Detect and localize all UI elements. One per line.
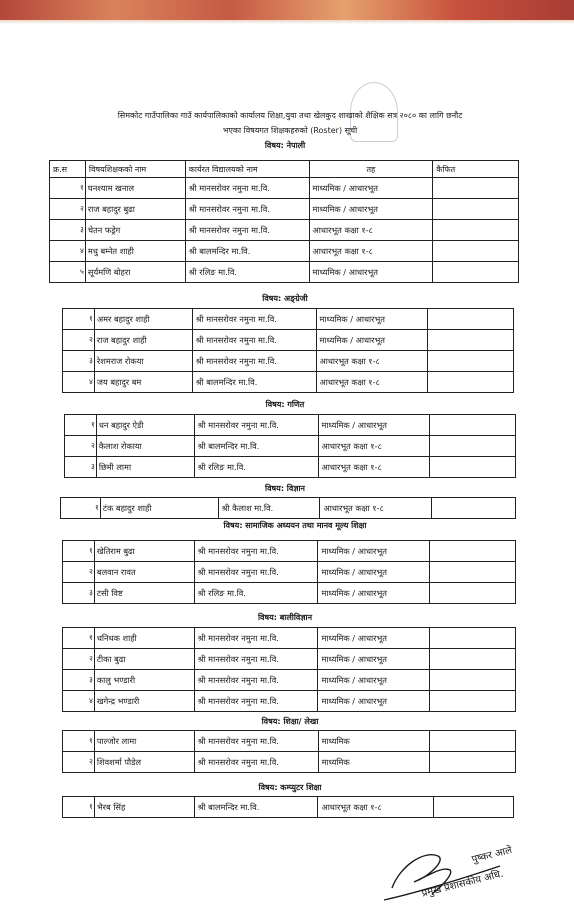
serial-number-cell: ३ [63, 583, 95, 604]
school-name-cell: श्री मानसरोवर नमुना मा.वि. [194, 691, 318, 712]
level-cell: माध्यमिक / आधारभूत [318, 670, 430, 691]
remarks-cell [433, 241, 519, 262]
subject-title-agriculture: विषय: बालीविज्ञान [257, 613, 313, 622]
roster-table-computer [62, 796, 514, 818]
teacher-name-cell: खेतिराम बुढा [94, 541, 194, 562]
subject-title-computer: विषय: कम्प्युटर शिक्षा [258, 783, 322, 792]
level-cell: माध्यमिक / आधारभूत [316, 309, 428, 330]
teacher-name-cell: मधु बम्नेत शाही [85, 241, 185, 262]
teacher-name-cell: टसी विष्ट [94, 583, 194, 604]
table-row [63, 309, 514, 330]
table-row [63, 752, 516, 773]
level-cell: आधारभूत कक्षा १-८ [318, 797, 434, 818]
table-header-row [50, 161, 519, 178]
serial-number-cell: ३ [65, 457, 97, 478]
teacher-name-cell: टंक बहादुर शाही [100, 498, 218, 519]
table-row [63, 351, 514, 372]
serial-number-cell: २ [63, 330, 95, 351]
remarks-cell [428, 309, 514, 330]
level-cell: माध्यमिक / आधारभूत [318, 583, 430, 604]
school-name-cell: श्री मानसरोवर नमुना मा.वि. [194, 670, 318, 691]
teacher-name-cell: सूर्यमणि बोहरा [85, 262, 185, 283]
school-name-cell: श्री रलिङ मा.वि. [194, 583, 318, 604]
table-row [63, 562, 516, 583]
table-row [65, 436, 516, 457]
level-cell: माध्यमिक / आधारभूत [316, 330, 428, 351]
teacher-name-cell: भैरब सिंह [94, 797, 194, 818]
level-cell: माध्यमिक / आधारभूत [318, 628, 430, 649]
table-row [63, 541, 516, 562]
subject-title-education-accounts: विषय: शिक्षा/ लेखा [261, 717, 319, 726]
school-name-cell: श्री मानसरोवर नमुना मा.वि. [194, 731, 318, 752]
table-row [50, 178, 519, 199]
subject-title-social-studies: विषय: सामाजिक अध्ययन तथा मानव मूल्य शिक्षा [223, 521, 367, 530]
header-line-1: सिमकोट गाउँपालिका गाउँ कार्यपालिकाको कार्यालय शिक्षा,युवा तथा खेलकुद शाखाको शैक्षिक सत्र २०८० का लागि छनौट [117, 111, 463, 120]
teacher-name-cell: टीका बुढा [94, 649, 194, 670]
teacher-name-cell: पाल्जोर लामा [94, 731, 194, 752]
teacher-name-cell: राज बहादुर शाही [94, 330, 192, 351]
roster-table-nepali [49, 160, 519, 283]
top-banner [0, 0, 574, 20]
teacher-name-cell: खगेन्द्र भण्डारी [94, 691, 194, 712]
level-cell: आधारभूत कक्षा १-८ [316, 372, 428, 393]
serial-number-cell: १ [63, 731, 95, 752]
remarks-cell [430, 670, 516, 691]
table-row [63, 628, 516, 649]
table-row [63, 797, 514, 818]
roster-table-english [62, 308, 514, 393]
serial-number-cell: २ [50, 199, 86, 220]
school-name-cell: श्री मानसरोवर नमुना मा.वि. [194, 628, 318, 649]
serial-number-cell: १ [63, 541, 95, 562]
level-cell: आधारभूत कक्षा १-८ [318, 436, 430, 457]
signatory-name: पुष्कर आले [470, 844, 514, 866]
school-name-cell: श्री मानसरोवर नमुना मा.वि. [185, 199, 309, 220]
remarks-cell [430, 731, 516, 752]
level-cell: माध्यमिक / आधारभूत [309, 262, 433, 283]
remarks-cell [430, 691, 516, 712]
level-cell: माध्यमिक / आधारभूत [309, 178, 433, 199]
table-row [50, 199, 519, 220]
remarks-cell [430, 752, 516, 773]
table-row [50, 220, 519, 241]
teacher-name-cell: कालु भण्डारी [94, 670, 194, 691]
school-name-cell: श्री मानसरोवर नमुना मा.वि. [185, 220, 309, 241]
serial-number-cell: १ [61, 498, 101, 519]
table-row [63, 583, 516, 604]
school-name-cell: श्री मानसरोवर नमुना मा.वि. [194, 562, 318, 583]
table-row [63, 372, 514, 393]
serial-number-cell: ५ [50, 262, 86, 283]
serial-number-cell: १ [50, 178, 86, 199]
document-header [40, 108, 540, 138]
school-name-cell: श्री बालमन्दिर मा.वि. [194, 436, 318, 457]
level-cell: माध्यमिक / आधारभूत [318, 562, 430, 583]
school-name-cell: श्री मानसरोवर नमुना मा.वि. [194, 649, 318, 670]
roster-table-agriculture [62, 627, 516, 712]
subject-title-science: विषय: विज्ञान [265, 484, 305, 493]
col-header-level: तह [309, 161, 433, 178]
header-line-2: भएका विषयगत शिक्षकहरुको (Roster) सूची [222, 126, 358, 135]
serial-number-cell: २ [63, 752, 95, 773]
remarks-cell [430, 628, 516, 649]
serial-number-cell: ४ [50, 241, 86, 262]
level-cell: माध्यमिक / आधारभूत [318, 541, 430, 562]
teacher-name-cell: छिमी लामा [96, 457, 194, 478]
teacher-name-cell: जय बहादुर बम [94, 372, 192, 393]
remarks-cell [430, 457, 516, 478]
remarks-cell [430, 562, 516, 583]
teacher-name-cell: चेतन फड्रेग [85, 220, 185, 241]
serial-number-cell: २ [63, 562, 95, 583]
serial-number-cell: ३ [63, 351, 95, 372]
col-header-name: विषयशिक्षकको नाम [85, 161, 185, 178]
serial-number-cell: २ [63, 649, 95, 670]
serial-number-cell: १ [63, 309, 95, 330]
teacher-name-cell: शिवशर्मा पौडेल [94, 752, 194, 773]
roster-table-science [60, 497, 516, 519]
remarks-cell [433, 178, 519, 199]
subject-title-nepali: विषय: नेपाली [264, 141, 306, 150]
level-cell: माध्यमिक / आधारभूत [318, 691, 430, 712]
table-row [63, 649, 516, 670]
table-row [65, 415, 516, 436]
serial-number-cell: ४ [63, 372, 95, 393]
teacher-name-cell: कैलाश रोकाया [96, 436, 194, 457]
school-name-cell: श्री रलिङ मा.वि. [185, 262, 309, 283]
level-cell: माध्यमिक [318, 752, 430, 773]
school-name-cell: श्री मानसरोवर नमुना मा.वि. [194, 541, 318, 562]
level-cell: आधारभूत कक्षा १-८ [309, 241, 433, 262]
remarks-cell [430, 541, 516, 562]
remarks-cell [433, 220, 519, 241]
teacher-name-cell: रेशमराज रोकया [94, 351, 192, 372]
remarks-cell [428, 330, 514, 351]
level-cell: माध्यमिक / आधारभूत [309, 199, 433, 220]
remarks-cell [433, 199, 519, 220]
remarks-cell [432, 498, 516, 519]
school-name-cell: श्री बालमन्दिर मा.वि. [194, 797, 318, 818]
school-name-cell: श्री बालमन्दिर मा.वि. [185, 241, 309, 262]
level-cell: माध्यमिक / आधारभूत [318, 649, 430, 670]
level-cell: आधारभूत कक्षा १-८ [316, 351, 428, 372]
serial-number-cell: १ [63, 628, 95, 649]
col-header-school: कार्यरत विद्यालयको नाम [185, 161, 309, 178]
serial-number-cell: ४ [63, 691, 95, 712]
teacher-name-cell: घनश्याम खनाल [85, 178, 185, 199]
serial-number-cell: २ [65, 436, 97, 457]
remarks-cell [434, 797, 514, 818]
school-name-cell: श्री कैलाश मा.वि. [218, 498, 320, 519]
table-row [61, 498, 516, 519]
remarks-cell [430, 415, 516, 436]
level-cell: माध्यमिक [318, 731, 430, 752]
subject-title-english: विषय: अङ्ग्रेजी [262, 294, 308, 303]
serial-number-cell: १ [65, 415, 97, 436]
remarks-cell [433, 262, 519, 283]
level-cell: आधारभूत कक्षा १-८ [320, 498, 432, 519]
school-name-cell: श्री मानसरोवर नमुना मा.वि. [192, 309, 316, 330]
remarks-cell [428, 372, 514, 393]
serial-number-cell: १ [63, 797, 95, 818]
level-cell: माध्यमिक / आधारभूत [318, 415, 430, 436]
serial-number-cell: ३ [63, 670, 95, 691]
school-name-cell: श्री मानसरोवर नमुना मा.वि. [192, 351, 316, 372]
remarks-cell [428, 351, 514, 372]
col-header-remarks: कैफित [433, 161, 519, 178]
school-name-cell: श्री मानसरोवर नमुना मा.वि. [192, 330, 316, 351]
teacher-name-cell: धन बहादुर ऐडी [96, 415, 194, 436]
serial-number-cell: ३ [50, 220, 86, 241]
table-row [63, 670, 516, 691]
school-name-cell: श्री रलिङ मा.वि. [194, 457, 318, 478]
level-cell: आधारभूत कक्षा १-८ [318, 457, 430, 478]
school-name-cell: श्री मानसरोवर नमुना मा.वि. [194, 415, 318, 436]
teacher-name-cell: बलवान रावत [94, 562, 194, 583]
school-name-cell: श्री मानसरोवर नमुना मा.वि. [194, 752, 318, 773]
remarks-cell [430, 583, 516, 604]
remarks-cell [430, 649, 516, 670]
table-row [50, 262, 519, 283]
table-row [63, 330, 514, 351]
table-row [63, 731, 516, 752]
school-name-cell: श्री मानसरोवर नमुना मा.वि. [185, 178, 309, 199]
remarks-cell [430, 436, 516, 457]
roster-table-mathematics [64, 414, 516, 478]
teacher-name-cell: अमर बहादुर शाही [94, 309, 192, 330]
school-name-cell: श्री बालमन्दिर मा.वि. [192, 372, 316, 393]
table-row [65, 457, 516, 478]
table-row [63, 691, 516, 712]
teacher-name-cell: राज बहादुर बुढा [85, 199, 185, 220]
roster-table-social-studies [62, 540, 516, 604]
teacher-name-cell: धनिधक शाही [94, 628, 194, 649]
roster-table-education-accounts [62, 730, 516, 773]
level-cell: आधारभूत कक्षा १-८ [309, 220, 433, 241]
signatory-title: प्रमुख प्रशासकीय अधि. [420, 868, 505, 900]
subject-title-mathematics: विषय: गणित [265, 400, 305, 409]
col-header-sn: क्र.स [50, 161, 86, 178]
table-row [50, 241, 519, 262]
